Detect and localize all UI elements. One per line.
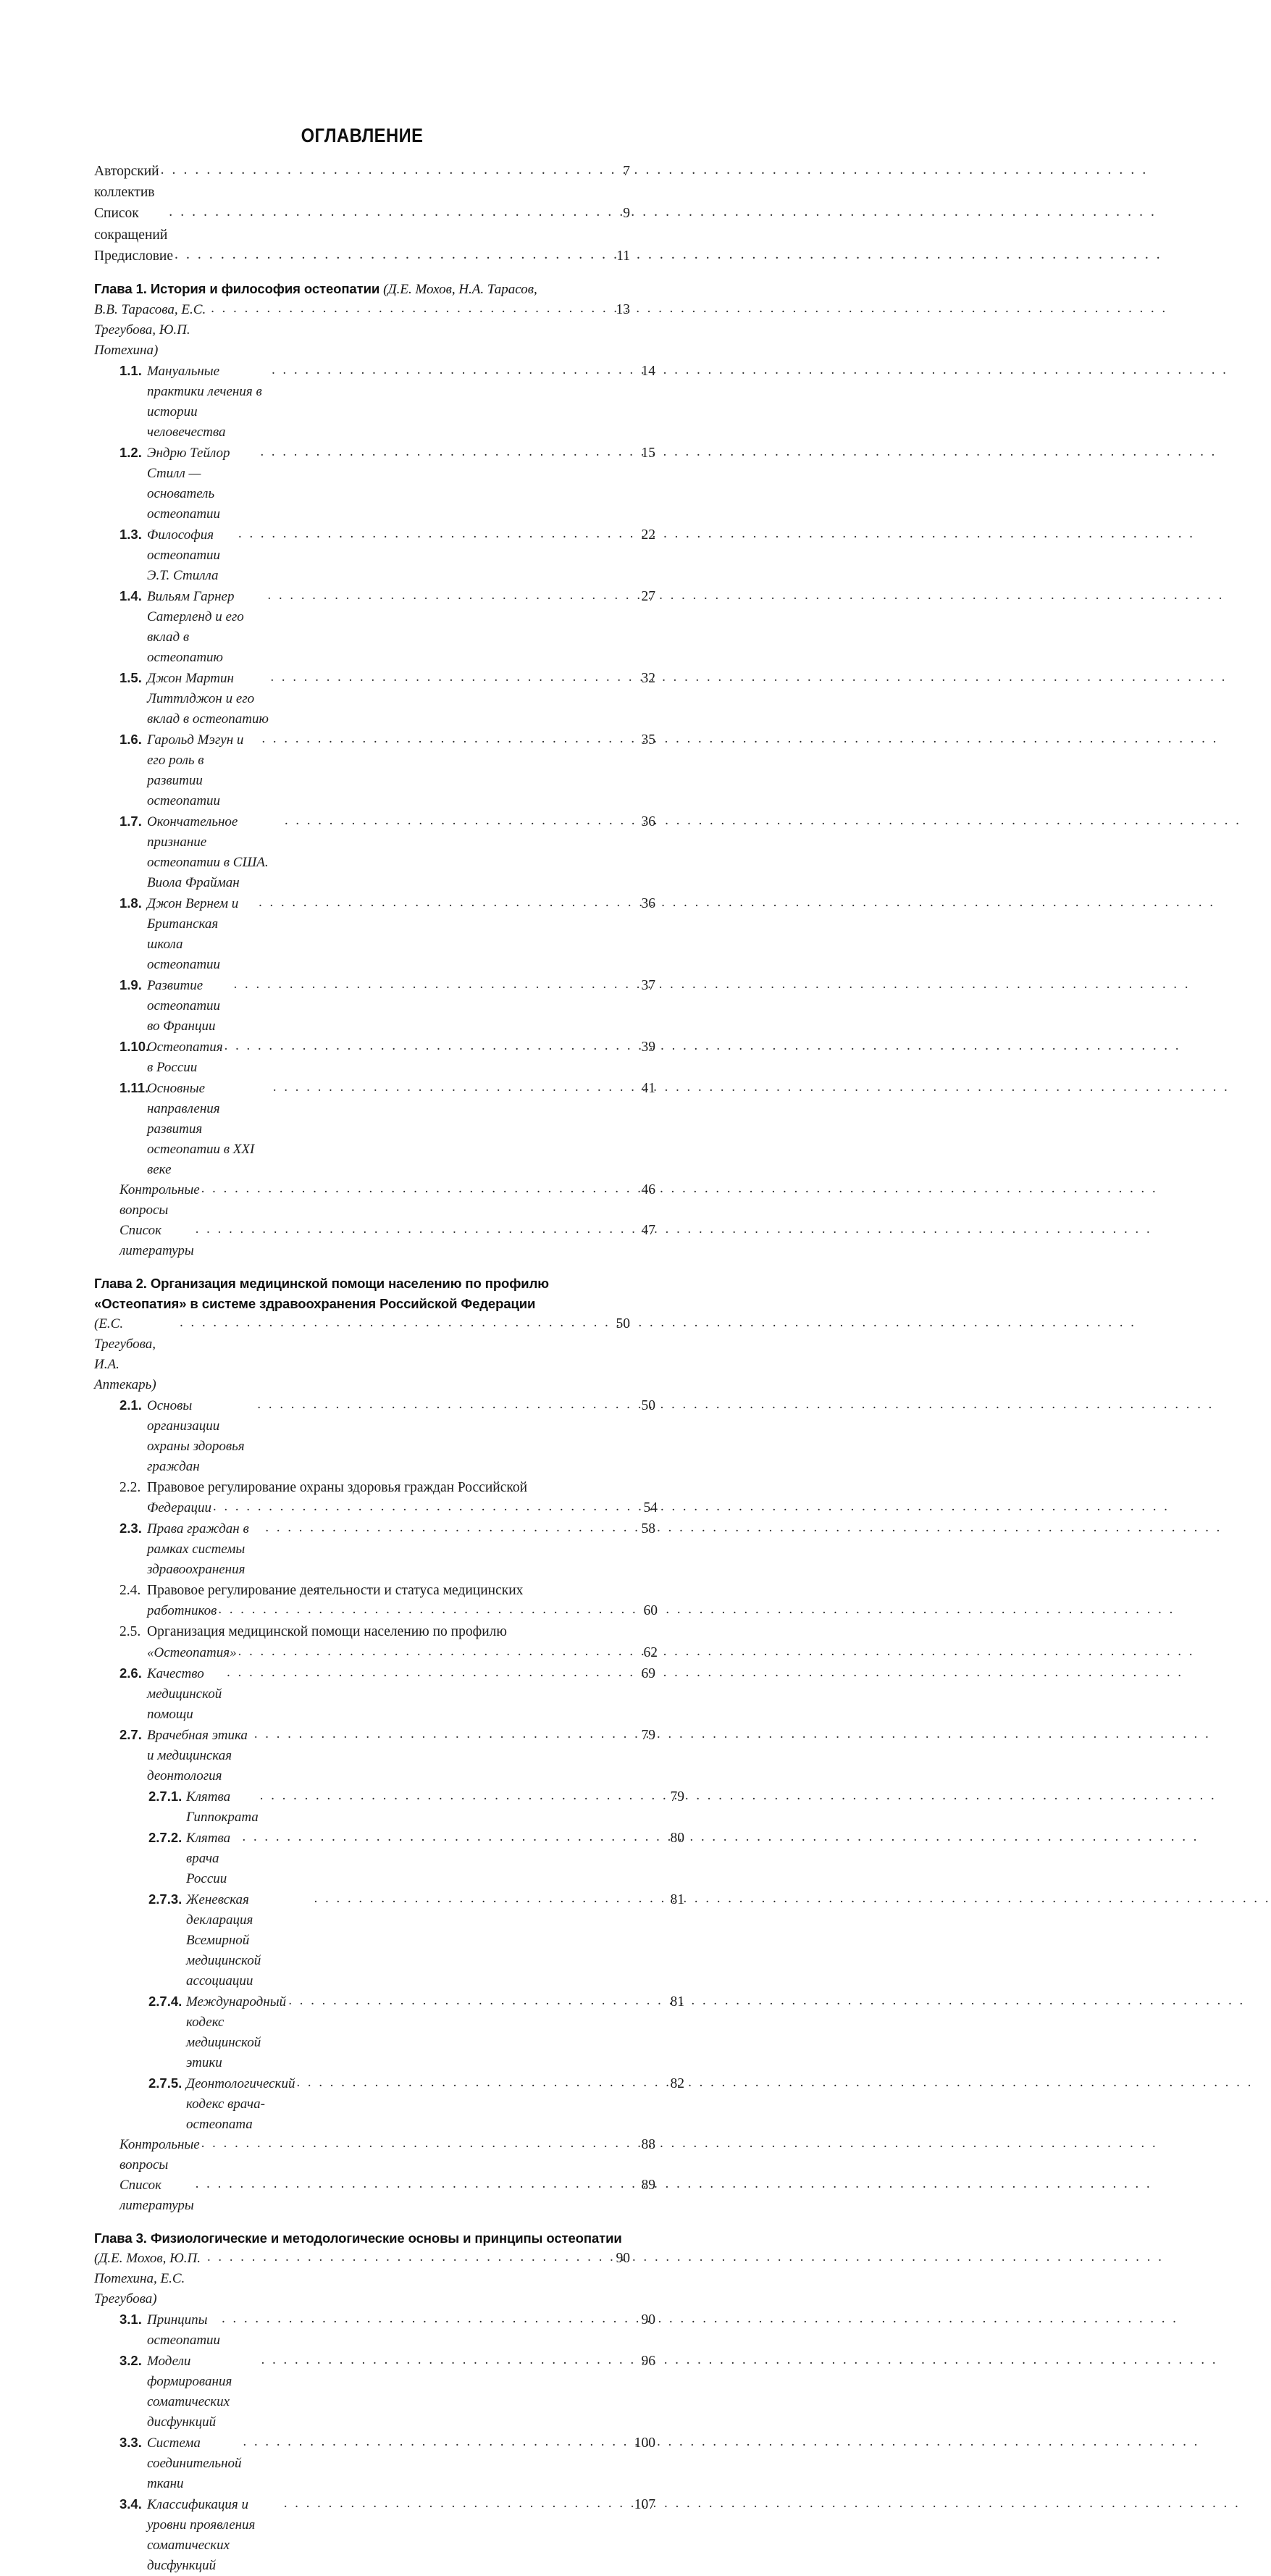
subsection-page: 81 <box>670 1994 684 2010</box>
subsection-label: Клятва врача России <box>186 1830 231 1886</box>
toc-section[interactable] <box>119 1078 655 1180</box>
section-label: Эндрю Тейлор Стилл — основатель остеопатии <box>147 446 230 522</box>
dot-leader <box>238 524 632 544</box>
section-page: 27 <box>641 589 655 605</box>
toc-section[interactable] <box>119 443 655 524</box>
subsection-number: 2.7.5. <box>148 2075 183 2091</box>
toc-section[interactable] <box>119 1725 655 1786</box>
section-label: Принципы остеопатии <box>147 2312 221 2348</box>
section-label: Правовое регулирование охраны здоровья граждан Российской <box>147 1480 528 1496</box>
section-label: Права граждан в рамках системы здравоохранения <box>147 1521 249 1578</box>
section-number: 1.1. <box>119 363 142 379</box>
toc-entry-page: 9 <box>623 206 630 222</box>
section-label-cont: «Остеопатия» <box>147 1644 237 1660</box>
toc-subsection[interactable] <box>148 1889 684 1991</box>
dot-leader <box>225 1036 632 1056</box>
subsection-number: 2.7.4. <box>148 1993 183 2009</box>
dot-leader <box>201 1179 632 1199</box>
toc-section[interactable] <box>119 1477 658 1518</box>
toc-section[interactable] <box>119 1663 655 1725</box>
section-number: 3.2. <box>119 2352 142 2368</box>
section-number: 2.7. <box>119 1726 142 1742</box>
section-label: Джон Вернем и Британская школа остеопатии <box>147 896 239 973</box>
chapter-authors: (Д.Е. Мохов, Ю.П. Потехина, Е.С. Трегубова) <box>94 2250 201 2307</box>
section-label-cont: работников <box>147 1603 217 1619</box>
section-page: 50 <box>641 1398 655 1414</box>
dot-leader <box>243 2432 633 2452</box>
section-label: Джон Мартин Литтлджон и его вклад в остеопатию <box>147 671 269 727</box>
section-label: Правовое регулирование деятельности и статуса медицинских <box>147 1583 524 1599</box>
toc-subsection[interactable] <box>148 2073 684 2135</box>
toc-section[interactable] <box>119 524 655 586</box>
dot-leader <box>284 2493 632 2514</box>
toc-section[interactable] <box>119 2309 655 2351</box>
dot-leader <box>243 1827 661 1847</box>
subsection-label: Международный кодекс медицинской этики <box>186 1994 287 2070</box>
section-page: 15 <box>641 446 655 461</box>
dot-leader <box>254 1724 632 1744</box>
subsection-page: 79 <box>670 1789 684 1805</box>
dot-leader <box>218 1599 634 1620</box>
dot-leader <box>296 2073 661 2093</box>
toc-entry-references[interactable] <box>119 1221 655 1261</box>
section-first-line <box>119 1580 630 1601</box>
section-number: 1.5. <box>119 670 142 686</box>
toc-section[interactable] <box>119 975 655 1037</box>
section-number: 2.4. <box>119 1583 141 1599</box>
chapter-page: 13 <box>616 302 630 318</box>
chapter-heading-line[interactable]: Глава 3. Физиологические и методологические основы и принципы остеопатии <box>94 2230 622 2246</box>
dot-leader <box>285 811 632 831</box>
toc-section[interactable] <box>119 668 655 729</box>
subsection-number: 2.7.1. <box>148 1788 183 1804</box>
dot-leader <box>207 2247 607 2267</box>
dot-leader <box>257 1394 632 1415</box>
toc-entry-control-questions[interactable] <box>119 1180 655 1221</box>
section-first-line <box>119 1477 630 1498</box>
dot-leader <box>314 1889 661 1909</box>
toc-section[interactable] <box>119 2433 655 2494</box>
section-continuation-line <box>147 1601 658 1621</box>
subsection-page: 82 <box>670 2075 684 2091</box>
toc-entry-page: 89 <box>641 2177 655 2193</box>
section-number: 3.3. <box>119 2434 142 2450</box>
dot-leader <box>273 1077 632 1097</box>
toc-section[interactable] <box>119 2351 655 2433</box>
section-page: 35 <box>641 732 655 748</box>
chapter-block-2 <box>94 1274 684 2216</box>
section-number: 2.2. <box>119 1480 141 1496</box>
section-label: Система соединительной ткани <box>147 2435 242 2491</box>
toc-entries-container <box>94 161 684 2576</box>
dot-leader <box>260 1786 661 1806</box>
dot-leader <box>227 1663 632 1683</box>
toc-entry-label: Список сокращений <box>94 206 168 243</box>
dot-leader <box>180 1313 607 1333</box>
chapter-heading-line[interactable]: Глава 2. Организация медицинской помощи населению по профилю <box>94 1276 549 1292</box>
section-number: 2.6. <box>119 1665 142 1681</box>
subsection-label: Женевская декларация Всемирной медицинской ассоциации <box>186 1891 261 1989</box>
section-page: 36 <box>641 814 655 830</box>
dot-leader <box>260 442 632 462</box>
section-number: 2.5. <box>119 1624 141 1640</box>
section-label: Врачебная этика и медицинская деонтология <box>147 1727 248 1783</box>
toc-entry-page: 88 <box>641 2136 655 2152</box>
section-label: Вильям Гарнер Сатерленд и его вклад в остеопатию <box>147 589 244 666</box>
section-page: 36 <box>641 896 655 912</box>
toc-entry-page: 11 <box>616 248 630 264</box>
section-number: 3.1. <box>119 2311 142 2327</box>
toc-section[interactable] <box>119 361 655 443</box>
section-page: 41 <box>641 1081 655 1097</box>
section-page: 22 <box>641 527 655 543</box>
toc-section[interactable] <box>119 1518 655 1580</box>
subsection-label: Клятва Гиппократа <box>186 1789 259 1825</box>
dot-leader <box>196 1219 632 1239</box>
section-label: Основы организации охраны здоровья граждан <box>147 1398 245 1475</box>
section-page: 62 <box>643 1644 658 1660</box>
toc-entry-label: Список литературы <box>119 1223 194 1259</box>
section-label: Окончательное признание остеопатии в США. Виола Фрайман <box>147 814 269 891</box>
toc-entry-references[interactable] <box>119 2175 655 2216</box>
toc-entry-label: Контрольные вопросы <box>119 1182 200 1218</box>
section-number: 1.6. <box>119 732 142 748</box>
section-page: 60 <box>643 1603 658 1619</box>
chapter-authors: (Е.С. Трегубова, И.А. Аптекарь) <box>94 1316 156 1393</box>
section-page: 58 <box>641 1521 655 1537</box>
dot-leader <box>265 1518 632 1538</box>
section-first-line <box>119 1621 630 1642</box>
section-number: 1.10. <box>119 1039 150 1055</box>
toc-section[interactable] <box>119 893 655 975</box>
toc-entry-page: 7 <box>623 164 630 179</box>
section-label: Классификация и уровни проявления соматических дисфункций <box>147 2496 256 2573</box>
section-number: 1.7. <box>119 814 142 829</box>
section-label: Остеопатия в России <box>147 1040 223 1076</box>
dot-leader <box>211 298 607 319</box>
toc-section[interactable] <box>119 1580 658 1621</box>
toc-section[interactable] <box>119 729 655 811</box>
dot-leader <box>259 892 632 913</box>
section-number: 1.9. <box>119 977 142 993</box>
dot-leader <box>272 360 632 380</box>
toc-entry-label: Предисловие <box>94 248 174 264</box>
dot-leader <box>175 244 607 265</box>
dot-leader <box>222 2309 632 2329</box>
section-number: 2.1. <box>119 1397 142 1413</box>
dot-leader <box>201 2133 632 2154</box>
section-number: 1.2. <box>119 445 142 461</box>
toc-entry-label: Список литературы <box>119 2177 194 2213</box>
toc-section[interactable] <box>119 2494 655 2576</box>
section-label: Философия остеопатии Э.Т. Стилла <box>147 527 221 584</box>
toc-entry-page: 46 <box>641 1182 655 1198</box>
subsection-page: 81 <box>670 1891 684 1907</box>
dot-leader <box>161 159 607 180</box>
toc-entry-front-matter[interactable] <box>94 246 630 267</box>
toc-subsection[interactable] <box>148 1786 684 1828</box>
section-continuation-line <box>147 1643 658 1663</box>
section-page: 14 <box>641 364 655 380</box>
toc-subsection[interactable] <box>148 1828 684 1889</box>
section-page: 90 <box>641 2312 655 2328</box>
subsection-label: Деонтологический кодекс врача-остеопата <box>186 2075 295 2132</box>
chapter-block-3 <box>94 2228 655 2576</box>
section-continuation-line <box>147 1498 658 1518</box>
dot-leader <box>270 667 632 687</box>
dot-leader <box>213 1497 634 1517</box>
section-page: 79 <box>641 1727 655 1743</box>
section-label: Мануальные практики лечения в истории человечества <box>147 364 262 440</box>
toc-section[interactable] <box>119 586 655 668</box>
section-page: 100 <box>634 2435 655 2451</box>
section-label: Модели формирования соматических дисфункций <box>147 2353 232 2430</box>
toc-entry-control-questions[interactable] <box>119 2135 655 2175</box>
section-number: 1.3. <box>119 527 142 543</box>
dot-leader <box>268 585 633 606</box>
chapter-heading-line[interactable] <box>94 279 630 300</box>
section-page: 69 <box>641 1665 655 1681</box>
section-label: Развитие остеопатии во Франции <box>147 978 221 1034</box>
chapter-block-1 <box>94 279 655 1261</box>
section-page: 54 <box>643 1500 658 1516</box>
toc-entry-front-matter[interactable] <box>94 203 630 245</box>
toc-section[interactable] <box>119 811 655 893</box>
subsection-number: 2.7.3. <box>148 1891 183 1907</box>
toc-entry-label: Авторский коллектив <box>94 164 159 201</box>
toc-section[interactable] <box>119 1037 655 1078</box>
subsection-page: 80 <box>670 1830 684 1846</box>
chapter-page: 90 <box>616 2250 630 2266</box>
toc-section[interactable] <box>119 1395 655 1477</box>
dot-leader <box>234 974 632 995</box>
section-label-cont: Федерации <box>147 1500 212 1516</box>
dot-leader <box>288 1991 661 2011</box>
subsection-number: 2.7.2. <box>148 1829 183 1845</box>
section-number: 3.4. <box>119 2496 142 2512</box>
dot-leader <box>261 729 632 749</box>
chapter-authors-row[interactable] <box>94 2249 630 2309</box>
chapter-authors: (Д.Е. Мохов, Н.А. Тарасов, <box>383 282 537 298</box>
section-page: 32 <box>641 671 655 687</box>
toc-entry-front-matter[interactable] <box>94 161 630 203</box>
chapter-title: Глава 1. История и философия остеопатии <box>94 281 384 297</box>
page-title: ОГЛАВЛЕНИЕ <box>301 125 424 146</box>
toc-entry-page: 47 <box>641 1223 655 1239</box>
chapter-authors: В.В. Тарасова, Е.С. Трегубова, Ю.П. Потехина) <box>94 302 206 359</box>
chapter-heading-line[interactable]: «Остеопатия» в системе здравоохранения Российской Федерации <box>94 1296 536 1312</box>
section-page: 39 <box>641 1040 655 1055</box>
section-number: 2.3. <box>119 1521 142 1536</box>
section-label: Гарольд Мэгун и его роль в развитии остеопатии <box>147 732 244 809</box>
section-label: Организация медицинской помощи населению по профилю <box>147 1624 507 1640</box>
dot-leader <box>169 201 607 222</box>
section-page: 96 <box>641 2353 655 2369</box>
toc-entry-label: Контрольные вопросы <box>119 2136 200 2173</box>
dot-leader <box>238 1642 634 1662</box>
section-number: 1.8. <box>119 895 142 911</box>
toc-subsection[interactable] <box>148 1991 684 2073</box>
toc-section[interactable] <box>119 1621 658 1663</box>
section-label: Качество медицинской помощи <box>147 1665 222 1722</box>
section-page: 107 <box>634 2496 655 2512</box>
section-number: 1.4. <box>119 588 142 604</box>
section-page: 37 <box>641 978 655 994</box>
chapter-authors-row[interactable] <box>94 1314 630 1395</box>
chapter-page: 50 <box>616 1316 630 1332</box>
section-label: Основные направления развития остеопатии в XXI веке <box>147 1081 255 1178</box>
chapter-authors-row[interactable] <box>94 300 630 361</box>
section-number: 1.11. <box>119 1080 149 1096</box>
dot-leader <box>261 2350 632 2370</box>
dot-leader <box>196 2174 632 2194</box>
